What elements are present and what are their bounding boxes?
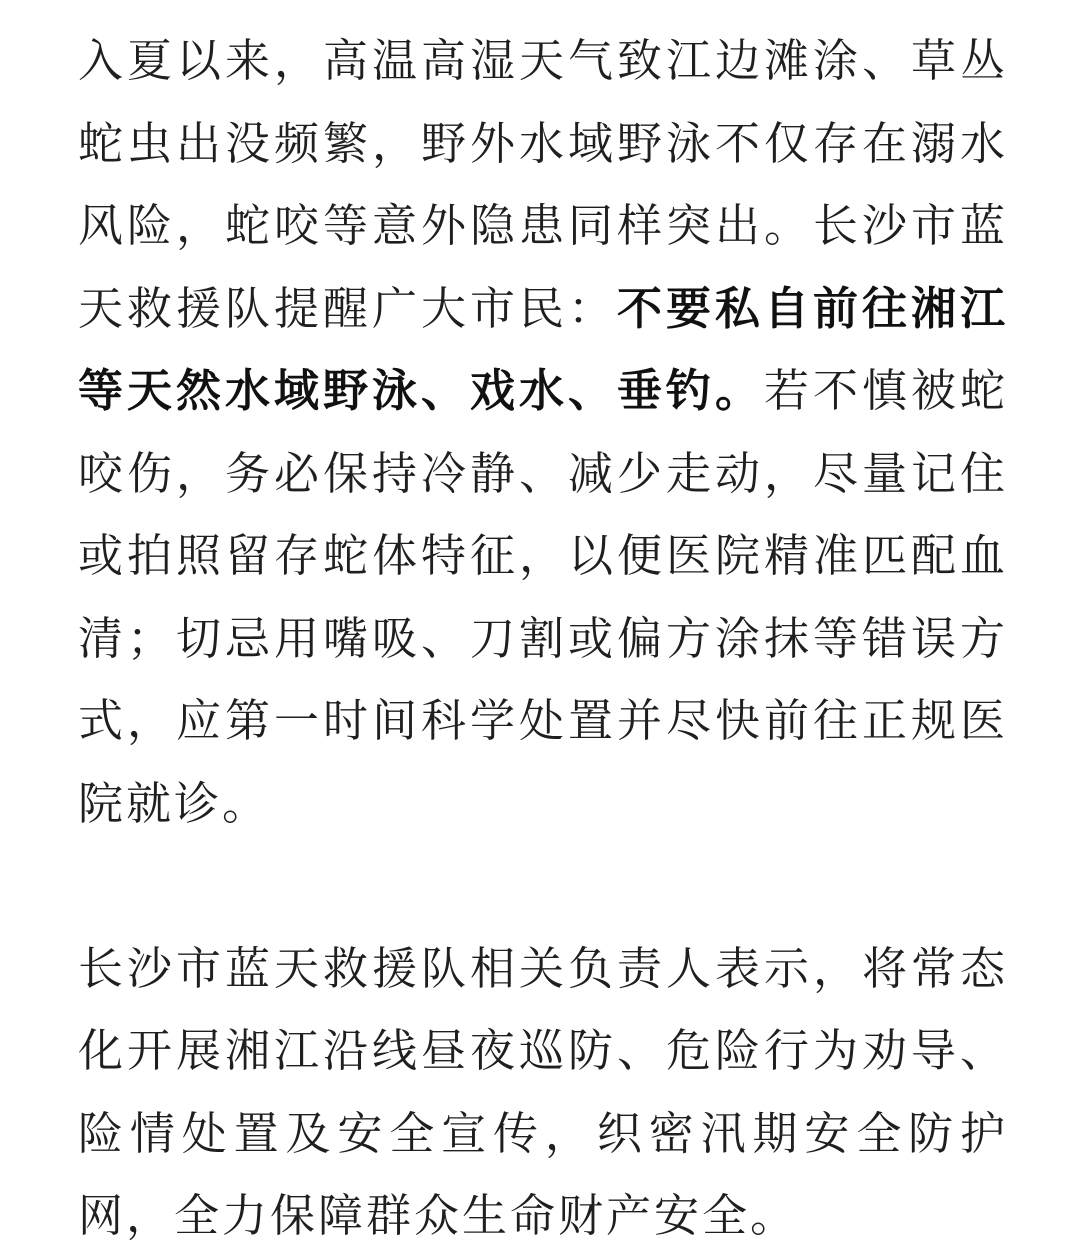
text-line — [78, 433, 1008, 516]
text-line — [78, 1175, 1008, 1258]
text-line — [78, 268, 1008, 351]
text-segment: 若不慎被蛇 — [763, 364, 1008, 417]
text-line — [78, 1010, 1008, 1093]
text-segment: 院就诊。 — [78, 776, 271, 830]
text-segment: 长沙市蓝天救援队相关负责人表示，将常态 — [78, 941, 1008, 995]
paragraph-snake-bite-warning — [78, 20, 1008, 845]
text-segment: 蛇虫出没频繁，野外水域野泳不仅存在溺水 — [78, 116, 1008, 170]
emphasis-text: 不要私自前往湘江 — [616, 281, 1008, 335]
text-segment: 咬伤，务必保持冷静、减少走动，尽量记住 — [78, 446, 1008, 500]
text-line — [78, 1093, 1008, 1176]
text-segment: 天救援队提醒广大市民： — [78, 281, 617, 335]
text-segment: 网，全力保障群众生命财产安全。 — [78, 1189, 799, 1242]
text-line — [78, 350, 1008, 433]
text-line — [78, 680, 1008, 763]
text-line — [78, 20, 1008, 103]
text-segment: 风险，蛇咬等意外隐患同样突出。长沙市蓝 — [78, 199, 1008, 252]
text-line — [78, 515, 1008, 598]
article-body — [78, 20, 1008, 1258]
text-line — [78, 763, 1008, 846]
text-segment: 入夏以来，高温高湿天气致江边滩涂、草丛 — [78, 34, 1008, 87]
paragraph-patrol-statement — [78, 928, 1008, 1258]
text-line — [78, 928, 1008, 1011]
text-segment: 或拍照留存蛇体特征，以便医院精准匹配血 — [78, 529, 1008, 582]
text-segment: 清；切忌用嘴吸、刀割或偏方涂抹等错误方 — [78, 611, 1008, 665]
text-segment: 化开展湘江沿线昼夜巡防、危险行为劝导、 — [78, 1024, 1008, 1077]
text-segment: 险情处置及安全宣传，织密汛期安全防护 — [78, 1106, 1008, 1160]
text-line — [78, 185, 1008, 268]
text-line — [78, 598, 1008, 681]
text-line — [78, 103, 1008, 186]
emphasis-text: 等天然水域野泳、戏水、垂钓。 — [78, 364, 764, 417]
text-segment: 式，应第一时间科学处置并尽快前往正规医 — [78, 694, 1008, 747]
